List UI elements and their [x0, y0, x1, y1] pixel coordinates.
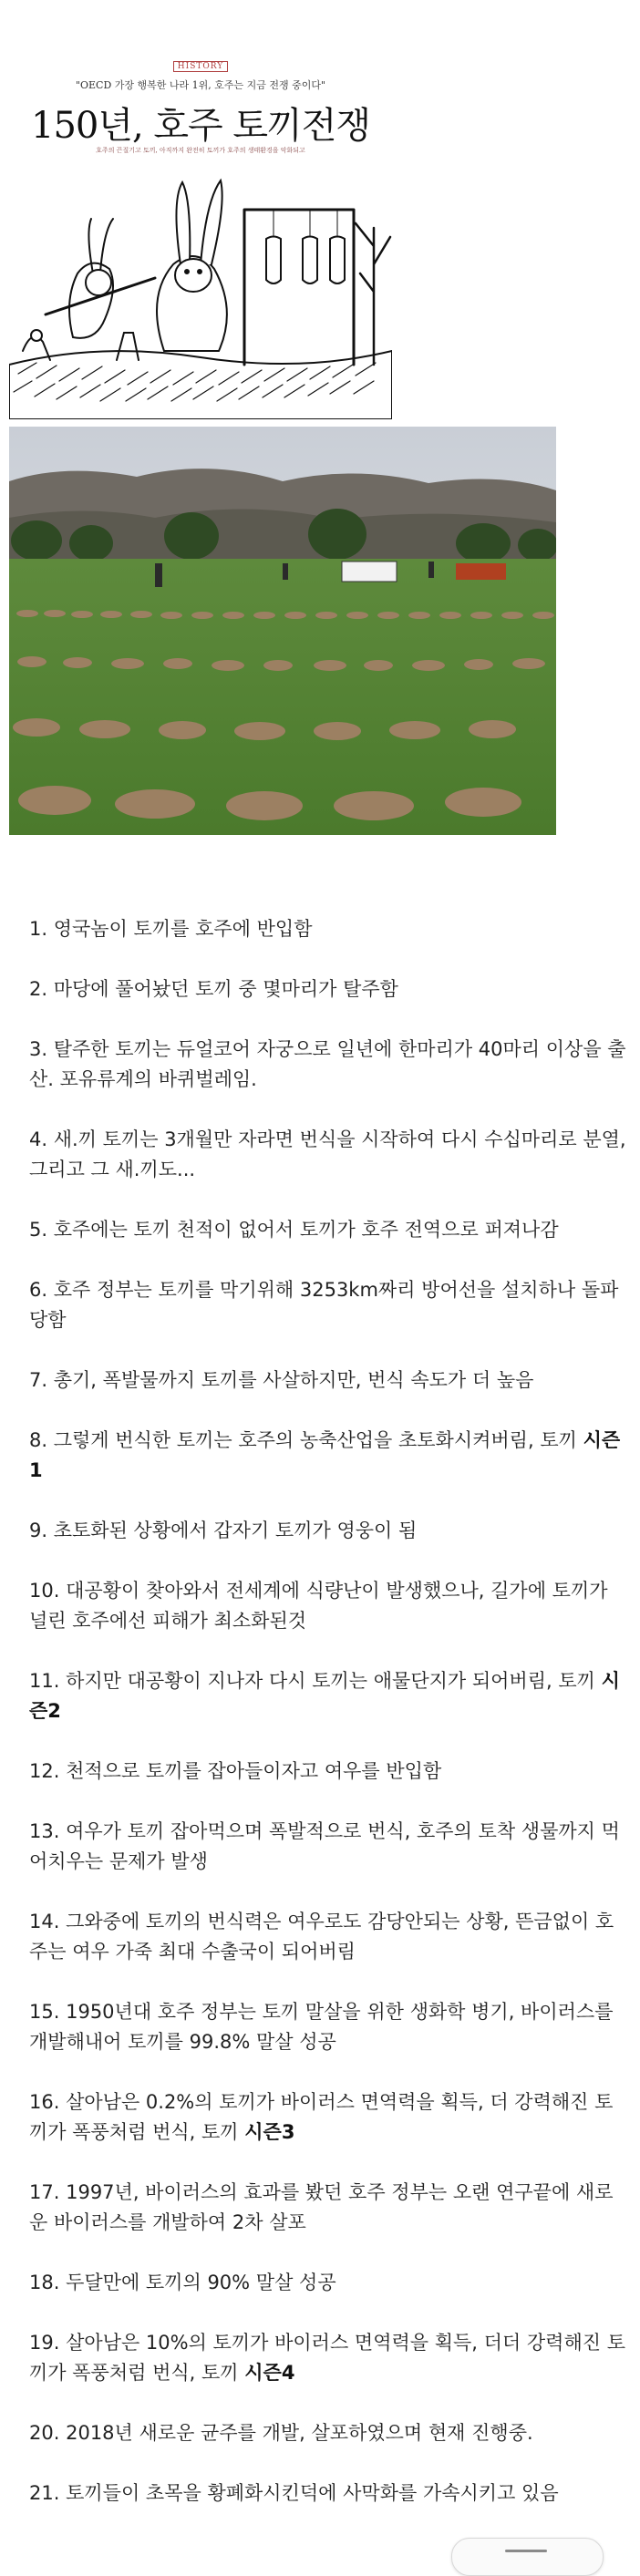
- list-item-number: 9.: [29, 1520, 48, 1541]
- list-item-number: 14.: [29, 1911, 60, 1932]
- list-item: [29, 1035, 631, 1095]
- list-item-number: 1.: [29, 918, 48, 940]
- list-item: [29, 1576, 631, 1636]
- list-item-text: 탈주한 토끼는 듀얼코어 자궁으로 일년에 한마리가 40마리 이상을 출산. 포유류계의 바퀴벌레임.: [29, 1038, 626, 1090]
- list-item-text: 천적으로 토끼를 잡아들이자고 여우를 반입함: [66, 1760, 442, 1782]
- list-item: [29, 1997, 631, 2057]
- list-item-number: 13.: [29, 1820, 60, 1842]
- list-item: [29, 1426, 631, 1486]
- list-item-number: 20.: [29, 2422, 60, 2444]
- cover-quote: "OECD 가장 행복한 나라 1위, 호주는 지금 전쟁 중이다": [75, 79, 326, 91]
- list-item-number: 7.: [29, 1369, 48, 1391]
- list-item-number: 5.: [29, 1219, 48, 1241]
- list-item: [29, 1907, 631, 1967]
- list-item-text: 살아남은 0.2%의 토끼가 바이러스 면역력을 획득, 더 강력해진 토끼가 폭풍처럼 번식, 토끼: [29, 2091, 614, 2143]
- list-item-number: 17.: [29, 2181, 60, 2203]
- list-item-text: 2018년 새로운 균주를 개발, 살포하였으며 현재 진행중.: [66, 2422, 533, 2444]
- list-item-number: 4.: [29, 1128, 48, 1150]
- list-item-text: 살아남은 10%의 토끼가 바이러스 면역력을 획득, 더더 강력해진 토끼가 폭풍처럼 번식, 토끼: [29, 2332, 625, 2384]
- list-item-number: 3.: [29, 1038, 48, 1060]
- list-item-text: 1950년대 호주 정부는 토끼 말살을 위한 생화학 병기, 바이러스를 개발해내어 토끼를 99.8% 말살 성공: [29, 2001, 614, 2053]
- rabbit-war-list: [29, 914, 631, 2539]
- season-label: 시즌2: [29, 1670, 620, 1722]
- floating-action-button[interactable]: [451, 2538, 604, 2576]
- list-item: [29, 1215, 631, 1245]
- list-item: [29, 1817, 631, 1877]
- book-cover-image: [9, 36, 392, 419]
- list-item-text: 대공황이 찾아와서 전세계에 식량난이 발생했으나, 길가에 토끼가 널린 호주에선 피해가 최소화된것: [29, 1580, 608, 1632]
- list-item: [29, 1365, 631, 1396]
- list-item-text: 새.끼 토끼는 3개월만 자라면 번식을 시작하여 다시 수십마리로 분열, 그리고 그 새.끼도...: [29, 1128, 626, 1180]
- list-item-number: 19.: [29, 2332, 60, 2354]
- list-item-text: 호주 정부는 토끼를 막기위해 3253km짜리 방어선을 설치하나 돌파당함: [29, 1279, 619, 1331]
- list-item: [29, 2418, 631, 2448]
- cover-title: 150년, 호주 토끼전쟁: [31, 105, 370, 147]
- list-item-text: 마당에 풀어놨던 토끼 중 몇마리가 탈주함: [53, 978, 398, 1000]
- rabbit-illustration: [9, 155, 392, 419]
- list-item: [29, 2087, 631, 2148]
- list-item-number: 12.: [29, 1760, 60, 1782]
- list-item-number: 8.: [29, 1429, 48, 1451]
- list-item-number: 11.: [29, 1670, 60, 1692]
- list-item-text: 총기, 폭발물까지 토끼를 사살하지만, 번식 속도가 더 높음: [53, 1369, 534, 1391]
- list-item-text: 그렇게 번식한 토끼는 호주의 농축산업을 초토화시켜버림, 토끼: [53, 1429, 577, 1451]
- list-item: [29, 2328, 631, 2388]
- list-item: [29, 2268, 631, 2298]
- list-item: [29, 1666, 631, 1726]
- season-label: 시즌3: [244, 2121, 295, 2143]
- list-item-number: 6.: [29, 1279, 48, 1301]
- list-item-number: 18.: [29, 2272, 60, 2293]
- list-item-text: 초토화된 상황에서 갑자기 토끼가 영웅이 됨: [53, 1520, 418, 1541]
- list-item: [29, 1275, 631, 1335]
- season-label: 시즌4: [244, 2362, 295, 2384]
- list-item-text: 두달만에 토끼의 90% 말살 성공: [66, 2272, 336, 2293]
- list-item-number: 21.: [29, 2482, 60, 2504]
- list-item-text: 하지만 대공황이 지나자 다시 토끼는 애물단지가 되어버림, 토끼: [66, 1670, 595, 1692]
- list-item-text: 토끼들이 초목을 황폐화시킨덕에 사막화를 가속시키고 있음: [66, 2482, 559, 2504]
- season-label: 시즌1: [29, 1429, 621, 1481]
- list-item: [29, 1757, 631, 1787]
- list-item: [29, 2478, 631, 2509]
- cover-subtitle: 호주의 끈질기고 토끼, 아직까지 완전히 토끼가 호주의 생태환경을 악화되고: [96, 147, 305, 154]
- list-item-text: 그와중에 토끼의 번식력은 여우로도 감당안되는 상황, 뜬금없이 호주는 여우 가죽 최대 수출국이 되어버림: [29, 1911, 614, 1963]
- list-item-number: 16.: [29, 2091, 60, 2113]
- button-handle-icon: [505, 2550, 547, 2552]
- list-item-number: 15.: [29, 2001, 60, 2023]
- list-item-text: 영국놈이 토끼를 호주에 반입함: [53, 918, 313, 940]
- list-item: [29, 1125, 631, 1185]
- list-item-text: 여우가 토끼 잡아먹으며 폭발적으로 번식, 호주의 토착 생물까지 먹어치우는 문제가 발생: [29, 1820, 620, 1872]
- list-item: [29, 1516, 631, 1546]
- list-item-text: 호주에는 토끼 천적이 없어서 토끼가 호주 전역으로 퍼져나감: [53, 1219, 559, 1241]
- rabbit-field-photo: [9, 427, 556, 835]
- list-item: [29, 914, 631, 944]
- list-item-number: 10.: [29, 1580, 60, 1602]
- list-item: [29, 974, 631, 1005]
- cover-tag: HISTORY: [9, 62, 392, 71]
- list-item: [29, 2178, 631, 2238]
- list-item-text: 1997년, 바이러스의 효과를 봤던 호주 정부는 오랜 연구끝에 새로운 바이러스를 개발하여 2차 살포: [29, 2181, 614, 2233]
- list-item-number: 2.: [29, 978, 48, 1000]
